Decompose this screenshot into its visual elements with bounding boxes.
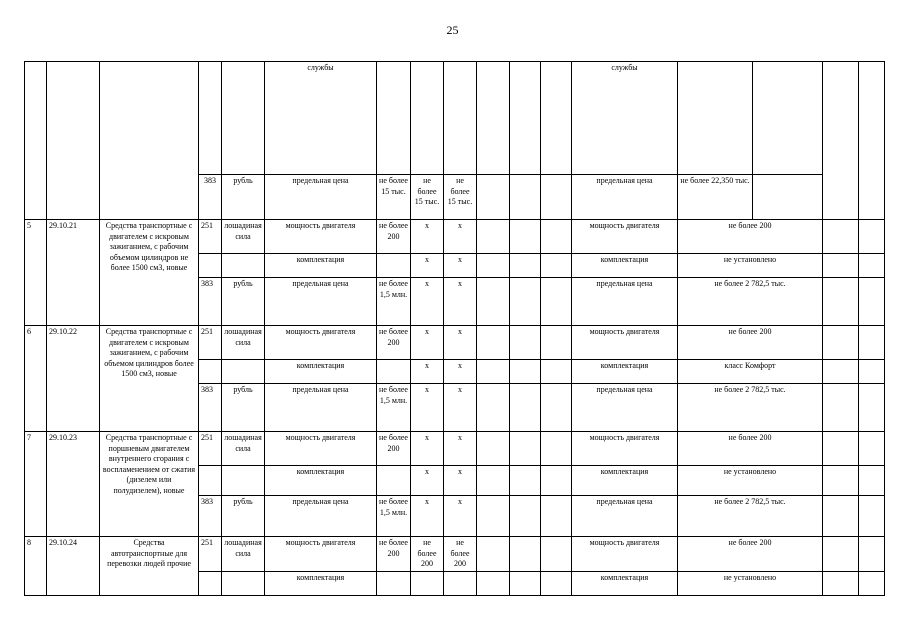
- cell-value-right: не более 200: [678, 432, 823, 466]
- cell-char-left: комплектация: [265, 466, 377, 496]
- cell-okpd: 29.10.21: [47, 220, 100, 326]
- table-cell: [477, 496, 510, 537]
- table-cell: [477, 220, 510, 254]
- table-cell: [510, 496, 541, 537]
- cell-okpd: 29.10.23: [47, 432, 100, 537]
- cell-code: 251: [199, 220, 222, 254]
- table-cell: [541, 537, 572, 572]
- cell-value-right: не установлено: [678, 254, 823, 278]
- table-cell: [753, 62, 823, 175]
- table-cell: [859, 254, 885, 278]
- table-cell: [510, 175, 541, 220]
- table-cell: [541, 254, 572, 278]
- table-cell: [477, 278, 510, 326]
- cell-value: x: [411, 254, 444, 278]
- table-cell: [377, 62, 411, 175]
- cell-unit: лошадиная сила: [222, 326, 265, 360]
- cell-char-left: предельная цена: [265, 496, 377, 537]
- table-cell: [823, 220, 859, 254]
- table-cell: [510, 62, 541, 175]
- cell-code: [199, 254, 222, 278]
- cell-value-right: не более 2 782,5 тыс.: [678, 278, 823, 326]
- cell-char-right: комплектация: [572, 571, 678, 595]
- cell-unit: лошадиная сила: [222, 432, 265, 466]
- table-cell: [510, 278, 541, 326]
- cell-unit: [222, 360, 265, 384]
- cell-char-left: комплектация: [265, 360, 377, 384]
- cell-value: [411, 571, 444, 595]
- cell-value: не более 15 тыс.: [444, 175, 477, 220]
- table-cell: [477, 384, 510, 432]
- table-cell: [859, 571, 885, 595]
- cell-value: x: [411, 496, 444, 537]
- cell-char-left: комплектация: [265, 254, 377, 278]
- cell-value: [377, 571, 411, 595]
- table-cell: [823, 62, 859, 220]
- cell-char-right: предельная цена: [572, 175, 678, 220]
- cell-value: x: [411, 384, 444, 432]
- cell-char-right: предельная цена: [572, 384, 678, 432]
- table-cell: [823, 432, 859, 466]
- table-cell: [510, 571, 541, 595]
- cell-value-right: не более 2 782,5 тыс.: [678, 496, 823, 537]
- cell-value: не более 1,5 млн.: [377, 496, 411, 537]
- cell-unit: рубль: [222, 278, 265, 326]
- table-cell: [859, 466, 885, 496]
- cell-code: 383: [199, 496, 222, 537]
- cell-code: 251: [199, 326, 222, 360]
- cell-value: x: [444, 326, 477, 360]
- cell-char-left: мощность двигателя: [265, 432, 377, 466]
- table-row: [25, 220, 885, 254]
- cell-unit: [222, 62, 265, 175]
- cell-char-left: мощность двигателя: [265, 220, 377, 254]
- table-cell: [541, 278, 572, 326]
- cell-value: не более 200: [444, 537, 477, 572]
- table-row: [25, 537, 885, 572]
- cell-char-left: предельная цена: [265, 175, 377, 220]
- table-cell: [823, 254, 859, 278]
- table-cell: [859, 278, 885, 326]
- cell-code: [199, 62, 222, 175]
- cell-okpd: 29.10.22: [47, 326, 100, 432]
- table-cell: [541, 496, 572, 537]
- table-cell: [477, 326, 510, 360]
- cell-code: 383: [199, 384, 222, 432]
- cell-value: x: [444, 432, 477, 466]
- table-cell: [823, 326, 859, 360]
- cell-char-left: мощность двигателя: [265, 537, 377, 572]
- table-cell: [477, 432, 510, 466]
- table-cell: [859, 496, 885, 537]
- cell-value: x: [444, 278, 477, 326]
- table-cell: [823, 466, 859, 496]
- cell-char-left: комплектация: [265, 571, 377, 595]
- table-cell: [753, 175, 823, 220]
- table-cell: [510, 360, 541, 384]
- cell-value-right: не установлено: [678, 466, 823, 496]
- cell-value: x: [411, 278, 444, 326]
- table-cell: [541, 571, 572, 595]
- cell-char-left: предельная цена: [265, 278, 377, 326]
- cell-value: x: [444, 466, 477, 496]
- table-cell: [823, 537, 859, 572]
- cell-value: x: [411, 360, 444, 384]
- page-number: 25: [446, 23, 459, 37]
- table-cell: [678, 62, 753, 175]
- cell-name: Средства транспортные с поршневым двигателем внутреннего сгорания с воспламенением от сжатия (дизелем или полудизелем), новые: [100, 432, 199, 537]
- cell-unit: рубль: [222, 384, 265, 432]
- cell-no: 6: [25, 326, 47, 432]
- table-cell: [510, 254, 541, 278]
- cell-value: [444, 571, 477, 595]
- cell-unit: лошадиная сила: [222, 537, 265, 572]
- cell-value: x: [444, 254, 477, 278]
- cell-value: не более 200: [377, 432, 411, 466]
- table-cell: [823, 571, 859, 595]
- table-cell: [510, 537, 541, 572]
- cell-value: [377, 466, 411, 496]
- cell-value: не более 15 тыс.: [377, 175, 411, 220]
- cell-unit: лошадиная сила: [222, 220, 265, 254]
- table-cell: [823, 496, 859, 537]
- cell-value: не более 15 тыс.: [411, 175, 444, 220]
- cell-value: x: [444, 384, 477, 432]
- cell-char-right: мощность двигателя: [572, 537, 678, 572]
- cell-char-right: комплектация: [572, 466, 678, 496]
- cell-value-right: не более 200: [678, 220, 823, 254]
- cell-name: Средства транспортные с двигателем с искровым зажиганием, с рабочим объемом цилиндров не более 1500 см3, новые: [100, 220, 199, 326]
- table-cell: [823, 278, 859, 326]
- cell-char-right: предельная цена: [572, 496, 678, 537]
- table-row: [25, 62, 885, 175]
- table-cell: [541, 62, 572, 175]
- cell-code: 383: [199, 175, 222, 220]
- cell-value: [377, 360, 411, 384]
- cell-unit: рубль: [222, 175, 265, 220]
- cell-name: Средства транспортные с двигателем с искровым зажиганием, с рабочим объемом цилиндров более 1500 см3, новые: [100, 326, 199, 432]
- cell-value-right: класс Комфорт: [678, 360, 823, 384]
- cell-value: не более 1,5 млн.: [377, 278, 411, 326]
- table-cell: [477, 360, 510, 384]
- cell-value: x: [411, 432, 444, 466]
- table-cell: [477, 571, 510, 595]
- table-cell: [510, 432, 541, 466]
- cell-char-right: комплектация: [572, 254, 678, 278]
- table-row: [25, 326, 885, 360]
- cell-value: не более 1,5 млн.: [377, 384, 411, 432]
- cell-char-left: мощность двигателя: [265, 326, 377, 360]
- table-cell: [510, 220, 541, 254]
- cell-char-right: мощность двигателя: [572, 326, 678, 360]
- cell-value-right: не более 22,350 тыс.: [678, 175, 753, 220]
- cell-code: 383: [199, 278, 222, 326]
- table-cell: [859, 432, 885, 466]
- table-cell: [411, 62, 444, 175]
- table-cell: [541, 326, 572, 360]
- table-cell: [541, 466, 572, 496]
- cell-value: x: [411, 326, 444, 360]
- table-cell: [444, 62, 477, 175]
- requirements-table: [24, 61, 885, 596]
- cell-char-right: службы: [572, 62, 678, 175]
- table-cell: [510, 384, 541, 432]
- table-cell: [541, 220, 572, 254]
- cell-char-left: предельная цена: [265, 384, 377, 432]
- cell-char-right: предельная цена: [572, 278, 678, 326]
- table-cell: [823, 384, 859, 432]
- table-cell: [859, 384, 885, 432]
- cell-value-right: не более 200: [678, 537, 823, 572]
- cell-okpd: [47, 62, 100, 220]
- cell-value-right: не установлено: [678, 571, 823, 595]
- cell-value: x: [444, 220, 477, 254]
- cell-code: 251: [199, 537, 222, 572]
- cell-value: x: [411, 220, 444, 254]
- cell-value: не более 200: [377, 326, 411, 360]
- cell-code: [199, 360, 222, 384]
- table-cell: [859, 220, 885, 254]
- table-cell: [859, 62, 885, 220]
- table-cell: [541, 360, 572, 384]
- table-cell: [859, 360, 885, 384]
- cell-unit: [222, 571, 265, 595]
- cell-char-right: мощность двигателя: [572, 220, 678, 254]
- cell-char-left: службы: [265, 62, 377, 175]
- cell-value: не более 200: [377, 537, 411, 572]
- table-cell: [477, 537, 510, 572]
- cell-value: [377, 254, 411, 278]
- cell-value-right: не более 2 782,5 тыс.: [678, 384, 823, 432]
- cell-value: x: [411, 466, 444, 496]
- cell-unit: [222, 254, 265, 278]
- cell-name: [100, 62, 199, 220]
- table-cell: [477, 254, 510, 278]
- table-cell: [477, 62, 510, 175]
- cell-char-right: мощность двигателя: [572, 432, 678, 466]
- cell-value-right: не более 200: [678, 326, 823, 360]
- table-cell: [541, 384, 572, 432]
- cell-code: [199, 571, 222, 595]
- table-cell: [510, 466, 541, 496]
- cell-no: 8: [25, 537, 47, 596]
- cell-unit: [222, 466, 265, 496]
- cell-unit: рубль: [222, 496, 265, 537]
- table-cell: [541, 175, 572, 220]
- cell-code: 251: [199, 432, 222, 466]
- cell-no: [25, 62, 47, 220]
- cell-code: [199, 466, 222, 496]
- cell-value: x: [444, 360, 477, 384]
- table-body: [25, 62, 885, 596]
- cell-no: 5: [25, 220, 47, 326]
- cell-value: x: [444, 496, 477, 537]
- cell-value: не более 200: [377, 220, 411, 254]
- table-cell: [477, 466, 510, 496]
- cell-no: 7: [25, 432, 47, 537]
- table-cell: [477, 175, 510, 220]
- cell-value: не более 200: [411, 537, 444, 572]
- table-row: [25, 432, 885, 466]
- table-cell: [510, 326, 541, 360]
- table-cell: [859, 326, 885, 360]
- cell-okpd: 29.10.24: [47, 537, 100, 596]
- cell-char-right: комплектация: [572, 360, 678, 384]
- table-cell: [541, 432, 572, 466]
- table-cell: [823, 360, 859, 384]
- table-cell: [859, 537, 885, 572]
- cell-name: Средства автотранспортные для перевозки людей прочие: [100, 537, 199, 596]
